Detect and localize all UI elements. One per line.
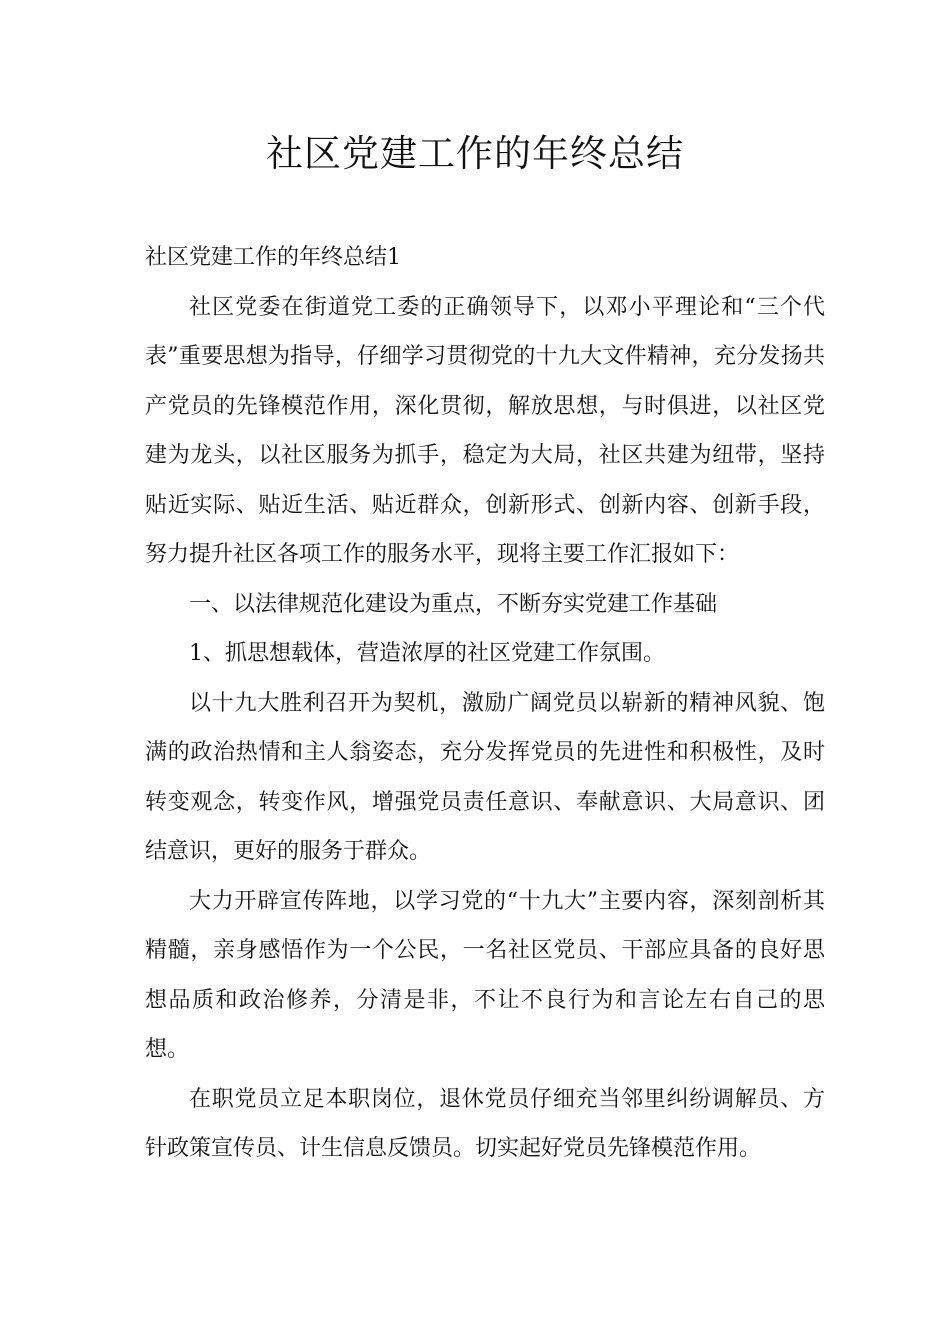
document-body xyxy=(145,233,825,1174)
document-title: 社区党建工作的年终总结 xyxy=(266,132,684,175)
paragraph: 在职党员立足本职岗位，退休党员仔细充当邻里纠纷调解员、方针政策宣传员、计生信息反馈员。切实起好党员先锋模范作用。 xyxy=(145,1086,825,1161)
paragraph: 一、以法律规范化建设为重点，不断夯实党建工作基础 xyxy=(189,591,718,617)
paragraph: 社区党委在街道党工委的正确领导下，以邓小平理论和“三个代表”重要思想为指导，仔细学习贯彻党的十九大文件精神，充分发扬共产党员的先锋模范作用，深化贯彻，解放思想，与时俱进，以社区党建为龙头，以社区服务为抓手，稳定为大局，社区共建为纽带，坚持贴近实际、贴近生活、贴近群众，创新形式、创新内容、创新手段，努力提升社区各项工作的服务水平，现将主要工作汇报如下： xyxy=(145,294,825,567)
paragraph: 以十九大胜利召开为契机，激励广阔党员以崭新的精神风貌、饱满的政治热情和主人翁姿态，充分发挥党员的先进性和积极性，及时转变观念，转变作风，增强党员责任意识、奉献意识、大局意识、团结意识，更好的服务于群众。 xyxy=(145,690,825,864)
section-heading: 社区党建工作的年终总结1 xyxy=(145,245,401,270)
paragraph: 1、抓思想载体，营造浓厚的社区党建工作氛围。 xyxy=(189,641,665,666)
paragraph: 大力开辟宣传阵地，以学习党的“十九大”主要内容，深刻剖析其精髓，亲身感悟作为一个公民，一名社区党员、干部应具备的良好思想品质和政治修养，分清是非，不让不良行为和言论左右自己的思想。 xyxy=(145,888,825,1062)
